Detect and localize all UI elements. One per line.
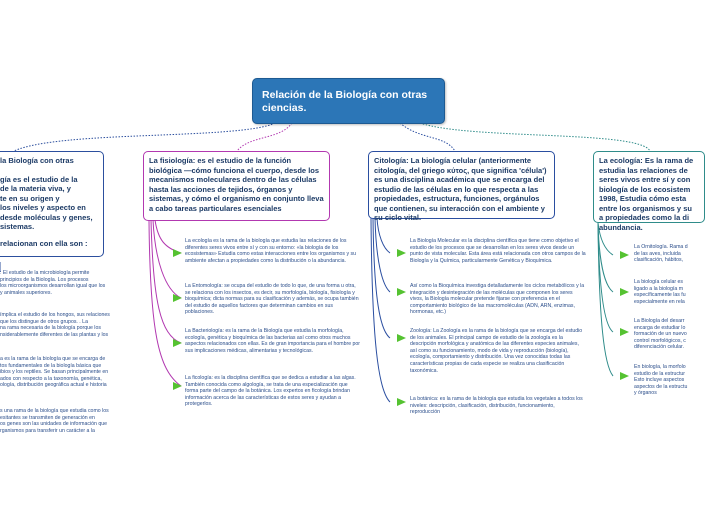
leaf-line: La Biología del desarr: [634, 318, 685, 324]
leaf-morfologia[interactable]: [634, 364, 700, 397]
leaf-entomologia[interactable]: [185, 283, 361, 316]
arrow-icon: [173, 249, 182, 257]
arrow-icon: [620, 251, 629, 259]
branch-line: relacionan con ella son :: [0, 238, 88, 248]
branch-line: estudia las relaciones de: [599, 165, 688, 175]
leaf-line: control morfológicos, c: [634, 337, 686, 344]
leaf-text: La Entomología: se ocupa del estudio de todo lo que, de una forma u otra, se relaciona con los insectos, es decir, su morfología, biología, fisiología y bioquímica; dicta normas para su clasificación y además, se ocupa también del estudio de aquellos factores que determinan cambios en sus poblaciones.: [185, 283, 359, 316]
leaf-line: ímplica el estudio de los hongos, sus relaciones: [0, 312, 110, 318]
leaf-text: Así como la Bioquímica investiga detalladamente los ciclos metabólicos y la integración y desintegración de las moléculas que componen los seres vivos, la Biología molecular pretende fijarse con preferencia en el comportamiento biológico de las macromoléculas (ADN, ARN, enzimas, hormonas, etc.): [410, 283, 585, 316]
arrow-icon: [620, 372, 629, 380]
leaf-biologia-desarrollo[interactable]: [634, 318, 700, 351]
branch-text: La fisiología: es el estudio de la función biológica —cómo funciona el cuerpo, desde los mecanismos moleculares dentro de las células hasta las acciones de tejidos, órganos y sistemas, y cómo el organismo en conjunto lleva a cabo tareas particulares esenciales: [149, 156, 324, 213]
root-title: Relación de la Biología con otras ciencias.: [262, 89, 428, 114]
branch-line: de la materia viva, y: [0, 184, 71, 193]
arrow-icon: [397, 249, 406, 257]
leaf-biologia-molecular[interactable]: [410, 238, 586, 264]
leaf-line: que los distingue de otros grupos. . La: [0, 318, 88, 325]
branch-line: seres vivos entre sí y con: [599, 175, 691, 184]
leaf-line: ados con respecto a la taxonomía, genética,: [0, 375, 102, 382]
leaf-line: específicamente las fu: [634, 292, 686, 299]
leaf-ecologia[interactable]: [185, 238, 361, 264]
leaf-line: encarga de estudiar lo: [634, 324, 686, 331]
branch-line: gía es el estudio de la: [0, 174, 78, 184]
leaf-line: La biología celular es: [634, 279, 684, 285]
leaf-line: esitantes se transmiten de generación en: [0, 414, 95, 421]
branch-line: biología de los ecosistem: [599, 184, 691, 194]
leaf-line: s una rama de la biología que estudia como los: [0, 408, 109, 414]
branch-line: desde moléculas y genes,: [0, 212, 93, 222]
leaf-line: de las aves, incluida: [634, 250, 681, 257]
branch-line: abundancia.: [599, 222, 643, 232]
leaf-zoologia[interactable]: [410, 328, 586, 374]
leaf-line: La Ornitología. Rama d: [634, 244, 688, 250]
leaf-text: La ficología: es la disciplina científica que se dedica a estudiar a las algas. También conocida como algología, se trata de una especialización que forma parte del campo de la botánica. Los expertos en ficología brindan información acerca de las características de estos seres y ayudan a protegerlos.: [185, 375, 356, 408]
branch-line: a propiedades como la di: [599, 213, 690, 222]
root-topic[interactable]: [252, 78, 445, 124]
leaf-line: tos fundamentales de la biología básica que: [0, 362, 102, 369]
arrow-icon: [397, 288, 406, 296]
leaf-line: diferenciación celular.: [634, 344, 684, 351]
leaf-line: y órganos: [634, 390, 657, 397]
leaf-text: La ecología es la rama de la biología que estudia las relaciones de los diferentes seres vivos entre sí y con su entorno: «la biología de los ecosistemas» Estudia como estas interacciones entre los organismos y su ambiente afectan a propiedades como la distribución o la abundancia.: [185, 238, 356, 264]
branch-biologia[interactable]: [0, 151, 104, 257]
leaf-text: La Bacteriología: es la rama de la Biología que estudia la morfología, ecología, genética y bioquímica de las bacterias así como otros muchos aspectos relacionados con ellas. Es de gran importancia para el hombre por sus implicaciones médicas, alimentarias y tecnológicas.: [185, 328, 361, 354]
arrow-icon: [397, 398, 406, 406]
leaf-line: los microorganismos desarrollan igual que los: [0, 283, 106, 290]
branch-fisiologia[interactable]: [143, 151, 330, 221]
leaf-botanica[interactable]: [410, 396, 586, 416]
leaf-biologia-celular[interactable]: [634, 279, 700, 305]
leaf-line: aspectos de la estructu: [634, 383, 688, 390]
leaf-ornitologia[interactable]: [634, 244, 700, 264]
leaf-line: estudio de la estructur: [634, 370, 686, 377]
arrow-icon: [620, 328, 629, 336]
left-leaf-genetica[interactable]: [0, 408, 132, 434]
branch-line: [0, 166, 98, 175]
leaf-line: y animales superiores.: [0, 289, 52, 296]
branch-line: La ecología: Es la rama de: [599, 156, 694, 165]
left-leaf-microbiologia[interactable]: [0, 270, 132, 296]
leaf-line: especialmente en rela: [634, 298, 685, 305]
leaf-line: formación de un nuevo: [634, 331, 687, 338]
leaf-text: La Biología Molecular es la disciplina científica que tiene como objetivo el estudio de los procesos que se desarrollan en los seres vivos desde un punto de vista molecular. Esta área está relacionada con otros campos de la Biología y la Química, particularmente Genética y Bioquímica.: [410, 238, 586, 264]
branch-ecologia[interactable]: [593, 151, 705, 232]
leaf-line: rganismos para transferir un carácter a la: [0, 427, 95, 434]
leaf-line: clasificación, hábitos,: [634, 257, 684, 264]
branch-line: sistemas.: [0, 222, 35, 231]
leaf-line: ología, distribución geográfica actual e historia: [0, 382, 107, 389]
branch-line: te en su origen y: [0, 193, 60, 203]
leaf-line: ligado a la biología m: [634, 285, 684, 292]
arrow-icon: [397, 334, 406, 342]
arrow-icon: [173, 339, 182, 347]
leaf-ficologia[interactable]: [185, 375, 361, 408]
leaf-bacteriologia[interactable]: [185, 328, 361, 354]
leaf-line: na rama necesaria de la biología porque los: [0, 325, 101, 332]
leaf-line: : El estudio de la microbiología permite: [0, 270, 90, 276]
branch-line: 1998, Estudia cómo esta: [599, 194, 687, 203]
leaf-line: principios de la Biología. Los procesos: [0, 276, 89, 283]
leaf-text: La botánica: es la rama de la biología que estudia los vegetales a todos los niveles: descripción, clasificación, distribución, funcionamiento, reproducción: [410, 396, 583, 416]
branch-line: entre los organismos y su: [599, 203, 692, 213]
leaf-line: nsiderablemente diferentes de las plantas y los: [0, 331, 109, 338]
leaf-line: En biología, la morfolo: [634, 364, 686, 370]
leaf-line: ibios y los reptiles. Se basan principalmente en: [0, 369, 109, 376]
leaf-text: Zoología: La Zoología es la rama de la biología que se encarga del estudio de los animales. El principal campo de estudio de la zoología es la descripción morfológica y anatómica de las diferentes especies animales, así como su funcionamiento, modo de vida y reproducción (biología), ecología, comportamiento y distribución. Una vez conocidas todas las características propias de cada especie se realiza una clasificación taxonómica.: [410, 328, 583, 374]
arrow-icon: [620, 288, 629, 296]
leaf-line: a es la rama de la biología que se encarga de: [0, 356, 106, 362]
branch-text: Citología: La biología celular (anteriormente citología, del griego κύτος, que significa 'célula') es una disciplina académica que se encarga del estudio de las células en lo que respecta a las propiedades, estructura, funciones, orgánulos que contienen, su interacción con el ambiente y su ciclo vital.: [374, 156, 547, 222]
left-leaf-micologia[interactable]: [0, 312, 132, 338]
leaf-line: os genes son las unidades de información que: [0, 421, 107, 428]
arrow-icon: [173, 294, 182, 302]
branch-line: [0, 232, 98, 239]
leaf-bioquimica[interactable]: [410, 283, 586, 316]
arrow-icon: [173, 382, 182, 390]
branch-line: la Biología con otras: [0, 156, 74, 165]
left-leaf-herpetologia[interactable]: [0, 356, 132, 389]
branch-citologia[interactable]: [368, 151, 555, 222]
leaf-line: Esto incluye aspectos: [634, 377, 685, 384]
branch-line: los niveles y aspecto en: [0, 203, 86, 212]
